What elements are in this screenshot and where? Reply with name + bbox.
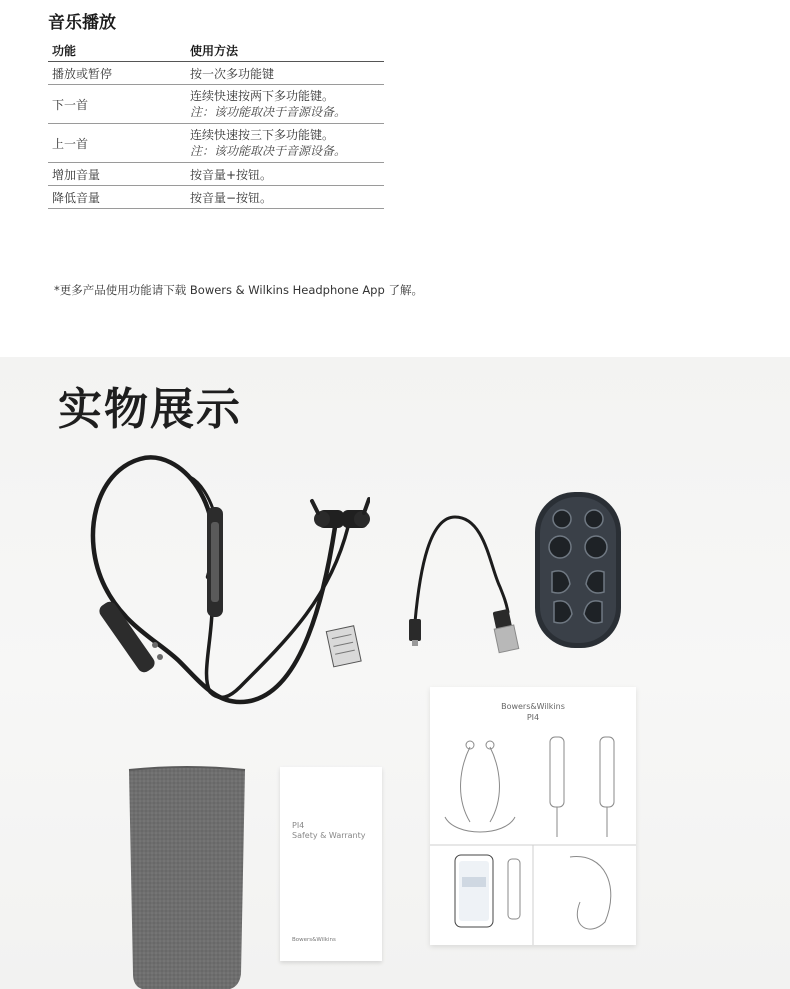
row-function: 增加音量 [52, 167, 101, 182]
music-playback-section [0, 0, 790, 357]
safety-warranty-card [280, 767, 382, 961]
table-row [48, 62, 384, 85]
table-row [48, 85, 384, 124]
table-row [48, 186, 384, 209]
row-function: 播放或暂停 [52, 66, 113, 81]
row-usage: 连续快速按三下多功能键。 [190, 128, 335, 142]
card-title-model: PI4 [292, 821, 305, 830]
grey-pouch-image [127, 764, 247, 989]
table-row [48, 163, 384, 186]
product-photo [0, 357, 790, 989]
card-title-text: Safety & Warranty [292, 831, 366, 840]
tag-label [326, 626, 361, 667]
footnote: *更多产品使用功能请下载 Bowers & Wilkins Headphone App 了解。 [54, 283, 423, 297]
row-function: 下一首 [52, 97, 89, 112]
row-usage: 连续快速按两下多功能键。 [190, 89, 335, 103]
section-title: 音乐播放 [48, 13, 116, 33]
controls-table [48, 40, 384, 209]
quick-start-manual [430, 687, 636, 945]
table-row [48, 124, 384, 163]
earphones-image [80, 447, 370, 717]
ear-tips-tray-image [530, 487, 630, 657]
row-usage-cell [190, 88, 384, 120]
card-brand: Bowers&Wilkins [292, 937, 336, 943]
row-function: 降低音量 [52, 190, 101, 205]
manual-illustrations [430, 727, 636, 945]
row-note: 注：该功能取决于音源设备。 [190, 105, 347, 119]
row-note: 注：该功能取决于音源设备。 [190, 144, 347, 158]
card-title [292, 821, 366, 841]
photo-title: 实物展示 [58, 384, 242, 435]
manual-brand-name: Bowers&Wilkins [501, 702, 565, 711]
row-usage-cell [190, 127, 384, 159]
row-function: 上一首 [52, 136, 89, 151]
manual-brand [430, 701, 636, 723]
table-header [48, 40, 384, 62]
micro-usb-connector [409, 619, 421, 641]
row-usage: 按音量−按钮。 [190, 190, 273, 205]
usb-a-connector [491, 608, 519, 652]
right-earbud [342, 499, 370, 528]
header-usage: 使用方法 [190, 44, 239, 58]
usb-cable-image [400, 507, 530, 657]
left-earbud [312, 501, 344, 528]
header-function: 功能 [52, 44, 77, 58]
row-usage: 按一次多功能键 [190, 66, 275, 81]
row-usage: 按音量+按钮。 [190, 167, 273, 182]
manual-model: PI4 [526, 713, 540, 722]
